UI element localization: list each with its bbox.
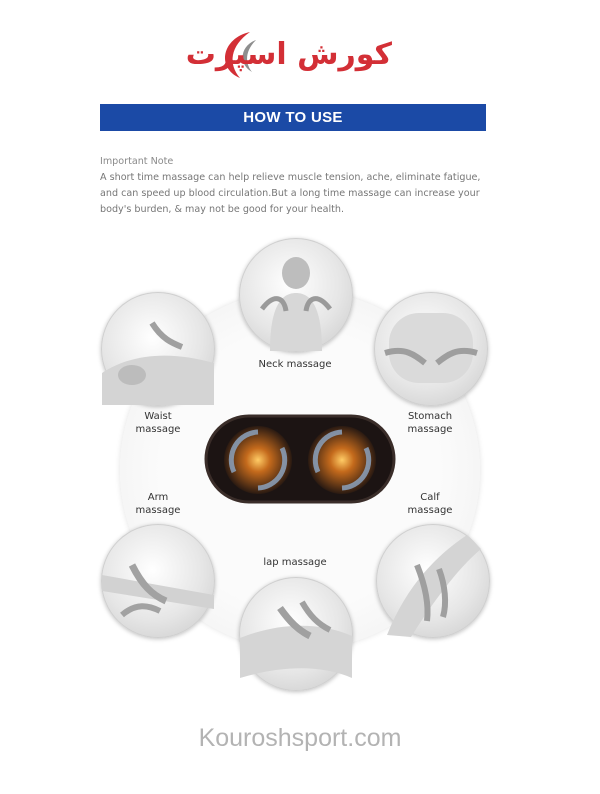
arm-label-line1: Arm	[147, 492, 169, 503]
label-neck-massage	[250, 358, 340, 371]
calf-label-line2: massage	[407, 505, 453, 516]
brand-logo	[185, 18, 400, 90]
label-waist-massage	[126, 410, 190, 436]
neck-massage-image	[239, 238, 353, 352]
neck-label-text: Neck massage	[258, 359, 332, 370]
label-arm-massage	[126, 491, 190, 517]
label-calf-massage	[398, 491, 462, 517]
logo-text: کورش اسپرت	[185, 37, 392, 72]
important-note	[100, 154, 500, 218]
site-watermark: Kouroshsport.com	[198, 724, 402, 752]
waist-massage-image	[101, 292, 215, 406]
note-body: A short time massage can help relieve muscle tension, ache, eliminate fatigue, and can speed up blood circulation.But a long time massage can increase your body's burden, & may not be good for your health.	[100, 172, 481, 215]
arm-massage-image	[101, 524, 215, 638]
waist-label-line1: Waist	[144, 411, 172, 422]
waist-label-line2: massage	[135, 424, 181, 435]
calf-label-line1: Calf	[420, 492, 440, 503]
label-lap-massage	[250, 556, 340, 569]
lap-massage-image	[239, 577, 353, 691]
stomach-label-line2: massage	[407, 424, 453, 435]
stomach-massage-image	[374, 292, 488, 406]
stomach-label-line1: Stomach	[407, 411, 453, 422]
arm-label-line2: massage	[135, 505, 181, 516]
lap-label-text: lap massage	[263, 557, 327, 568]
calf-massage-image	[376, 524, 490, 638]
how-to-use-banner: HOW TO USE	[100, 104, 486, 131]
massage-pillow-image	[200, 410, 400, 508]
label-stomach-massage	[398, 410, 462, 436]
note-heading: Important Note	[100, 156, 174, 167]
